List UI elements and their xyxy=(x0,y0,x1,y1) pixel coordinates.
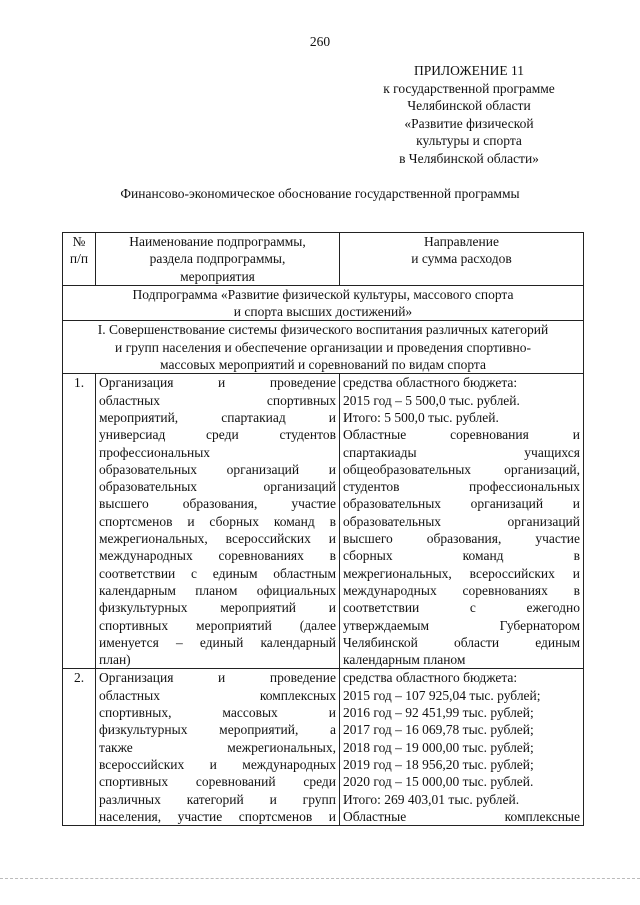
subprogram-cell xyxy=(63,285,584,321)
row-direction-line: Областные комплексные xyxy=(343,808,580,824)
row-name-line: профессиональных xyxy=(99,444,211,460)
row-direction-line: студентов профессиональных xyxy=(343,479,580,495)
row-name-line: международных соревнованиях в xyxy=(99,548,336,564)
row-name-cell xyxy=(96,669,340,826)
section-row xyxy=(63,321,584,374)
row-direction-line: межрегиональных, всероссийских и xyxy=(343,565,580,581)
table-header-row xyxy=(63,233,584,286)
row-name-line: межрегиональных, всероссийских и xyxy=(99,531,336,547)
header-text: № xyxy=(72,234,86,249)
row-name-line: образовательных организаций xyxy=(99,479,336,495)
row-name-line: населения, участие спортсменов и xyxy=(99,808,336,824)
header-text: Наименование подпрограммы, xyxy=(129,234,306,249)
row-name-line: высшего образования, участие xyxy=(99,496,336,512)
row-name-line: соответствии с единым областным xyxy=(99,565,336,581)
header-number-cell xyxy=(63,233,96,286)
financial-table xyxy=(62,232,584,826)
table-row xyxy=(63,669,584,826)
header-direction-cell xyxy=(340,233,584,286)
row-name-line: спортивных, массовых и xyxy=(99,705,336,721)
row-name-line: областных спортивных xyxy=(99,392,336,408)
row-direction-line: общеобразовательных организаций, xyxy=(343,461,580,477)
row-direction-line: 2018 год – 19 000,00 тыс. рублей; xyxy=(343,739,534,755)
row-direction-line: Областные соревнования и xyxy=(343,427,580,443)
row-name-line: образовательных организаций и xyxy=(99,461,336,477)
header-text: Направление xyxy=(424,234,499,249)
header-text: мероприятия xyxy=(180,268,255,284)
row-direction-line: высшего образования, участие xyxy=(343,531,580,547)
row-direction-line: календарным планом xyxy=(343,652,466,668)
document-title: Финансово-экономическое обоснование государственной программы xyxy=(120,186,520,201)
row-direction-line: средства областного бюджета: xyxy=(343,375,518,391)
row-direction-line: 2015 год – 5 500,0 тыс. рублей. xyxy=(343,392,520,408)
section-title: I. Совершенствование системы физического воспитания различных категорий xyxy=(97,322,549,338)
page-edge-rule xyxy=(0,878,640,879)
row-name-line: Организация и проведение xyxy=(99,670,336,686)
row-direction-line: Итого: 269 403,01 тыс. рублей. xyxy=(343,791,520,807)
appendix-line: к государственной программе xyxy=(383,80,555,96)
row-name-line: всероссийских и международных xyxy=(99,756,336,772)
header-text: п/п xyxy=(69,251,89,267)
row-direction-line: Итого: 5 500,0 тыс. рублей. xyxy=(343,409,499,425)
header-name-cell xyxy=(96,233,340,286)
row-name-line: план) xyxy=(99,652,131,668)
row-name-line: мероприятий, спартакиад и xyxy=(99,409,336,425)
subprogram-row xyxy=(63,285,584,321)
row-name-line: спортсменов и сборных команд в xyxy=(99,513,336,529)
row-name-line: физкультурных мероприятий, а xyxy=(99,722,336,738)
row-direction-line: международных соревнованиях в xyxy=(343,582,580,598)
section-cell xyxy=(63,321,584,374)
row-name-line: спортивных мероприятий (далее xyxy=(99,617,336,633)
row-name-line: различных категорий и групп xyxy=(99,791,336,807)
appendix-heading: ПРИЛОЖЕНИЕ 11 xyxy=(413,63,525,78)
appendix-line: Челябинской области xyxy=(407,98,531,113)
row-direction-line: 2017 год – 16 069,78 тыс. рублей; xyxy=(343,722,534,738)
section-title: и групп населения и обеспечение организации и проведения спортивно- xyxy=(115,339,531,355)
row-direction-line: утверждаемым Губернатором xyxy=(343,617,580,633)
page-number: 260 xyxy=(309,34,331,49)
row-direction-line: образовательных организаций и xyxy=(343,496,580,512)
table-row xyxy=(63,374,584,669)
row-direction-line: образовательных организаций xyxy=(343,513,580,529)
row-direction-line: Челябинской области единым xyxy=(343,634,580,650)
row-name-line: именуется – единый календарный xyxy=(99,634,336,650)
header-text: и сумма расходов xyxy=(411,251,512,267)
row-direction-line: 2019 год – 18 956,20 тыс. рублей; xyxy=(343,756,534,772)
section-title: массовых мероприятий и соревнований по видам спорта xyxy=(160,357,486,373)
row-direction-cell xyxy=(340,374,584,669)
appendix-line: «Развитие физической xyxy=(404,115,534,131)
subprogram-title: и спорта высших достижений» xyxy=(233,304,413,320)
row-name-line: физкультурных мероприятий и xyxy=(99,600,336,616)
row-number: 2. xyxy=(63,669,96,826)
row-name-line: спортивных соревнований среди xyxy=(99,774,336,790)
row-name-line: универсиад среди студентов xyxy=(99,427,336,443)
row-direction-cell xyxy=(340,669,584,826)
row-name-line: Организация и проведение xyxy=(99,375,336,391)
row-name-line: также межрегиональных, xyxy=(99,739,336,755)
row-direction-line: 2015 год – 107 925,04 тыс. рублей; xyxy=(343,687,541,703)
appendix-line: в Челябинской области» xyxy=(399,150,539,166)
row-name-line: областных комплексных xyxy=(99,687,336,703)
subprogram-title: Подпрограмма «Развитие физической культуры, массового спорта xyxy=(132,286,514,302)
row-direction-line: соответствии с ежегодно xyxy=(343,600,580,616)
row-direction-line: 2016 год – 92 451,99 тыс. рублей; xyxy=(343,705,534,721)
row-direction-line: 2020 год – 15 000,00 тыс. рублей. xyxy=(343,774,534,790)
row-number: 1. xyxy=(63,374,96,669)
appendix-block xyxy=(356,62,582,167)
row-direction-line: спартакиады учащихся xyxy=(343,444,580,460)
row-direction-line: сборных команд в xyxy=(343,548,580,564)
header-text: раздела подпрограммы, xyxy=(149,251,286,267)
row-direction-line: средства областного бюджета: xyxy=(343,670,518,686)
row-name-line: календарным планом официальных xyxy=(99,582,336,598)
appendix-line: культуры и спорта xyxy=(416,133,522,148)
row-name-cell xyxy=(96,374,340,669)
